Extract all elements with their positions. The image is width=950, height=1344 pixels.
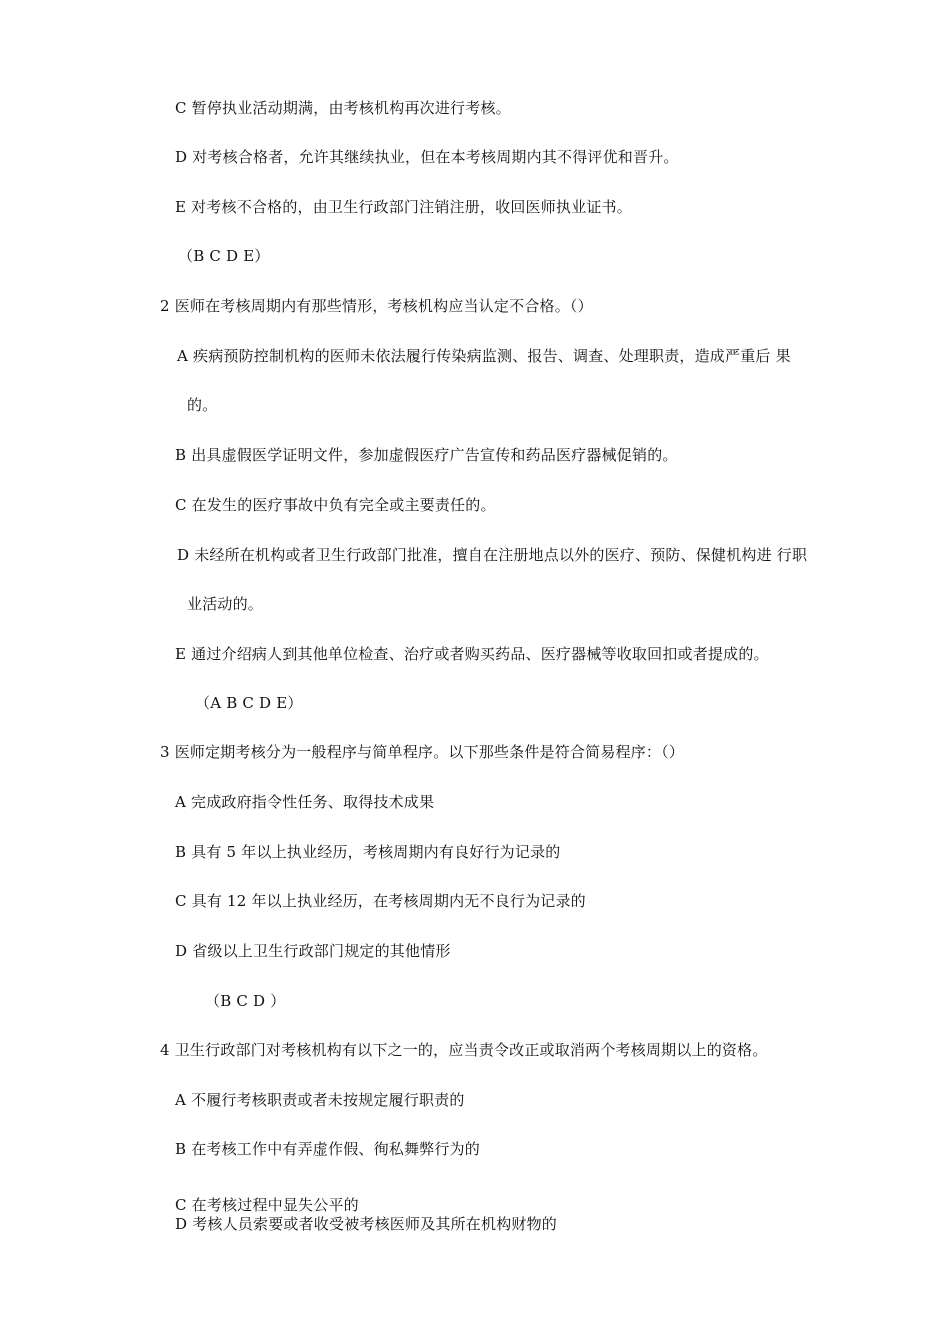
question-4: 4 卫生行政部门对考核机构有以下之一的，应当责令改正或取消两个考核周期以上的资格。 [160, 1041, 768, 1059]
q2-option-a: A 疾病预防控制机构的医师未依法履行传染病监测、报告、调查、处理职责，造成严重后 果 [177, 347, 791, 365]
question-2: 2 医师在考核周期内有那些情形，考核机构应当认定不合格。（） [160, 297, 593, 315]
question-3: 3 医师定期考核分为一般程序与简单程序。以下那些条件是符合简易程序：（） [160, 743, 685, 761]
q3-option-d: D 省级以上卫生行政部门规定的其他情形 [175, 942, 451, 960]
q3-option-b: B 具有 5 年以上执业经历，考核周期内有良好行为记录的 [175, 843, 561, 861]
answer-1: （B C D E） [178, 247, 270, 265]
option-c-pause-expire: C 暂停执业活动期满，由考核机构再次进行考核。 [175, 99, 511, 117]
answer-3: （B C D ） [205, 992, 286, 1010]
q2-option-b: B 出具虚假医学证明文件，参加虚假医疗广告宣传和药品医疗器械促销的。 [175, 446, 678, 464]
q2-option-d: D 未经所在机构或者卫生行政部门批准，擅自在注册地点以外的医疗、预防、保健机构进 行职 [177, 546, 808, 564]
answer-2: （A B C D E） [195, 694, 303, 712]
q4-option-c: C 在考核过程中显失公平的 [175, 1196, 359, 1214]
q4-option-b: B 在考核工作中有弄虚作假、徇私舞弊行为的 [175, 1140, 480, 1158]
option-e-fail-cancel: E 对考核不合格的，由卫生行政部门注销注册，收回医师执业证书。 [175, 198, 632, 216]
q2-option-a-cont: 的。 [187, 396, 218, 414]
q2-option-c: C 在发生的医疗事故中负有完全或主要责任的。 [175, 496, 496, 514]
q4-option-d: D 考核人员索要或者收受被考核医师及其所在机构财物的 [175, 1215, 557, 1233]
q2-option-e: E 通过介绍病人到其他单位检查、治疗或者购买药品、医疗器械等收取回扣或者提成的。 [175, 645, 769, 663]
option-d-pass-continue: D 对考核合格者，允许其继续执业，但在本考核周期内其不得评优和晋升。 [175, 148, 679, 166]
q4-option-a: A 不履行考核职责或者未按规定履行职责的 [175, 1091, 465, 1109]
q3-option-a: A 完成政府指令性任务、取得技术成果 [175, 793, 435, 811]
q3-option-c: C 具有 12 年以上执业经历，在考核周期内无不良行为记录的 [175, 892, 586, 910]
q2-option-d-cont: 业活动的。 [187, 595, 264, 613]
